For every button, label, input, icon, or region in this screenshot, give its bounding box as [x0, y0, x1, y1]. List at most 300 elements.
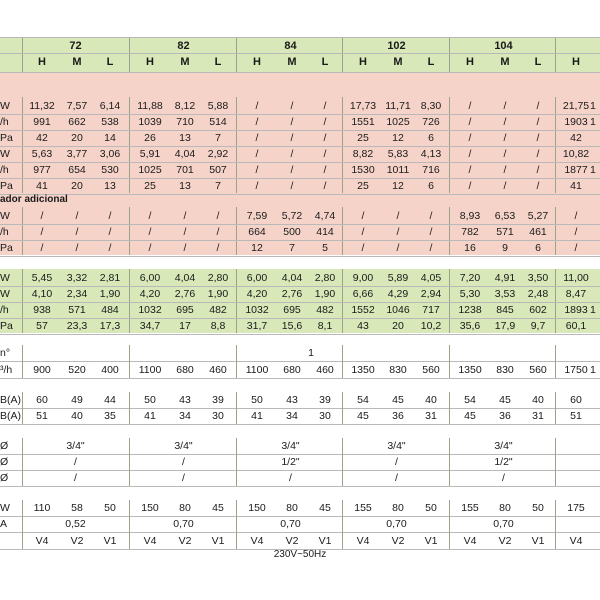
column-divider: [236, 500, 237, 549]
green-cell: 482: [209, 304, 227, 316]
pink-a-cell: 8,82: [352, 148, 374, 160]
row-unit-label: Pa: [0, 242, 13, 254]
speed-header-l: L: [534, 56, 542, 68]
noise-cell: 30: [212, 410, 224, 422]
column-divider: [342, 207, 343, 255]
speed-header-h: H: [466, 56, 474, 68]
pink-a-cell: 2,92: [207, 148, 229, 160]
pink-b-cell: /: [75, 210, 79, 222]
column-divider: [342, 500, 343, 549]
pink-a-cell: 20: [71, 132, 83, 144]
pink-a-cell: 1: [590, 100, 596, 112]
speed-setting-cell: V2: [285, 535, 299, 547]
noise-cell: 45: [392, 394, 404, 406]
green-cell: 2,76: [174, 288, 196, 300]
pink-a-cell: 11,32: [29, 100, 55, 112]
green-cell: 602: [529, 304, 547, 316]
speed-header-h: H: [38, 56, 46, 68]
pink-a-cell: 42: [570, 132, 582, 144]
green-cell: 5,45: [31, 272, 53, 284]
column-divider: [236, 438, 237, 486]
noise-cell: 50: [144, 394, 156, 406]
pink-a-cell: 726: [422, 116, 440, 128]
green-cell: 60,1: [565, 320, 587, 332]
pink-a-cell: 1: [590, 164, 596, 176]
speed-header-h: H: [572, 56, 580, 68]
model-header: 72: [69, 40, 82, 52]
column-divider: [342, 269, 343, 333]
pink-a-cell: 7: [215, 180, 221, 192]
pink-a-cell: /: [323, 100, 327, 112]
pipe-cell: /: [289, 472, 292, 484]
green-cell: 2,80: [207, 272, 229, 284]
pipe-cell: /: [74, 472, 77, 484]
column-divider: [129, 500, 130, 549]
column-divider: [22, 392, 23, 424]
pink-a-cell: 701: [176, 164, 194, 176]
row-unit-label: /h: [0, 304, 9, 316]
green-cell: 2,76: [281, 288, 303, 300]
column-divider: [449, 269, 450, 333]
pink-a-cell: /: [255, 116, 259, 128]
pink-b-cell: /: [40, 210, 44, 222]
pink-a-cell: /: [468, 132, 472, 144]
pink-a-cell: 1039: [138, 116, 162, 128]
row-divider: [0, 37, 600, 38]
pink-a-cell: /: [536, 148, 540, 160]
pink-a-cell: /: [503, 116, 507, 128]
model-header: 104: [494, 40, 513, 52]
pink-a-cell: 514: [209, 116, 227, 128]
pipe-cell: /: [74, 456, 77, 468]
pink-a-cell: 10,82: [562, 148, 590, 160]
power-cell: 150: [141, 502, 159, 514]
row-unit-label: W: [0, 100, 10, 112]
airflow-cell: 1350: [458, 364, 482, 376]
speed-header-l: L: [321, 56, 329, 68]
pink-a-cell: /: [290, 164, 294, 176]
row-unit-label: Ø: [0, 456, 9, 468]
pink-a-cell: 20: [71, 180, 83, 192]
pink-a-cell: 12: [392, 132, 404, 144]
column-divider: [129, 269, 130, 333]
pink-b-cell: 5,72: [281, 210, 303, 222]
pink-a-cell: 530: [101, 164, 119, 176]
green-cell: 17,3: [99, 320, 121, 332]
pink-a-cell: /: [468, 164, 472, 176]
green-cell: 17,9: [494, 320, 516, 332]
airflow-cell: 1100: [138, 364, 162, 376]
pink-a-cell: 1: [590, 116, 596, 128]
pink-a-cell: 7,57: [66, 100, 88, 112]
green-cell: 20: [392, 320, 404, 332]
pink-a-cell: /: [323, 116, 327, 128]
green-cell: 15,6: [281, 320, 303, 332]
pink-b-cell: /: [183, 226, 187, 238]
green-cell: 482: [316, 304, 334, 316]
pink-a-cell: 41: [36, 180, 48, 192]
power-cell: 58: [71, 502, 83, 514]
pink-a-cell: 41: [570, 180, 582, 192]
power-cell: 80: [286, 502, 298, 514]
pink-b-cell: /: [108, 242, 112, 254]
green-cell: 1,90: [314, 288, 336, 300]
column-divider: [22, 438, 23, 486]
speed-header-m: M: [287, 56, 297, 68]
pink-b-cell: 500: [283, 226, 301, 238]
green-cell: 6,66: [352, 288, 374, 300]
noise-cell: 40: [71, 410, 83, 422]
noise-cell: 44: [104, 394, 116, 406]
speed-header-l: L: [106, 56, 114, 68]
power-cell: 155: [354, 502, 372, 514]
pink-a-cell: 977: [33, 164, 51, 176]
column-divider: [555, 500, 556, 549]
power-cell: 110: [33, 502, 51, 514]
green-cell: 6,00: [139, 272, 161, 284]
power-cell: 175: [567, 502, 585, 514]
speed-header-m: M: [72, 56, 82, 68]
airflow-cell: 460: [209, 364, 227, 376]
green-cell: 1552: [351, 304, 375, 316]
noise-cell: 50: [251, 394, 263, 406]
airflow-cell: 560: [529, 364, 547, 376]
speed-header-l: L: [427, 56, 435, 68]
current-cell: 0,70: [173, 518, 194, 530]
noise-cell: 31: [425, 410, 437, 422]
pink-a-cell: 710: [176, 116, 194, 128]
pink-b-cell: 8,93: [459, 210, 481, 222]
speed-setting-cell: V2: [70, 535, 84, 547]
noise-cell: 39: [212, 394, 224, 406]
speed-header-h: H: [359, 56, 367, 68]
pink-a-cell: 654: [68, 164, 86, 176]
pink-a-cell: 4,13: [420, 148, 442, 160]
pink-a-cell: 538: [101, 116, 119, 128]
pink-a-cell: /: [255, 164, 259, 176]
noise-cell: 45: [357, 410, 369, 422]
row-divider: [0, 378, 600, 379]
green-cell: 4,20: [139, 288, 161, 300]
green-cell: 2,48: [527, 288, 549, 300]
pink-b-cell: /: [148, 242, 152, 254]
power-cell: 45: [319, 502, 331, 514]
green-cell: 4,10: [31, 288, 53, 300]
column-divider: [555, 392, 556, 424]
pink-a-cell: 8,30: [420, 100, 442, 112]
speed-setting-cell: V1: [424, 535, 438, 547]
noise-cell: 60: [570, 394, 582, 406]
column-divider: [236, 207, 237, 255]
pink-a-cell: 5,83: [387, 148, 409, 160]
pink-a-cell: 5,88: [207, 100, 229, 112]
pink-b-cell: /: [108, 210, 112, 222]
pink-a-cell: 716: [422, 164, 440, 176]
green-cell: 35,6: [459, 320, 481, 332]
power-cell: 155: [461, 502, 479, 514]
row-unit-label: A: [0, 518, 8, 530]
pink-a-cell: /: [323, 148, 327, 160]
column-divider: [555, 207, 556, 255]
pink-b-cell: 6: [535, 242, 541, 254]
row-divider: [0, 194, 600, 195]
airflow-cell: 680: [283, 364, 301, 376]
pink-b-cell: 5: [322, 242, 328, 254]
green-cell: 2,34: [66, 288, 88, 300]
green-cell: 5,89: [387, 272, 409, 284]
pink-a-cell: 25: [357, 180, 369, 192]
pink-b-cell: 12: [251, 242, 263, 254]
airflow-cell: 460: [316, 364, 334, 376]
noise-cell: 41: [251, 410, 263, 422]
pink-b-cell: /: [183, 242, 187, 254]
green-cell: 2,80: [314, 272, 336, 284]
pipe-cell: 3/4": [174, 440, 193, 452]
airflow-cell: 1350: [351, 364, 375, 376]
model-header: 84: [284, 40, 297, 52]
pink-a-cell: /: [536, 100, 540, 112]
pink-a-cell: /: [536, 180, 540, 192]
pink-a-cell: /: [255, 180, 259, 192]
airflow-cell: 680: [176, 364, 194, 376]
pink-b-cell: /: [574, 242, 578, 254]
green-cell: 845: [496, 304, 514, 316]
row-unit-label: Ø: [0, 472, 9, 484]
green-cell: 1046: [386, 304, 410, 316]
column-divider: [449, 345, 450, 378]
row-unit-label: /h: [0, 116, 9, 128]
speed-setting-cell: V4: [250, 535, 264, 547]
pink-b-cell: /: [40, 242, 44, 254]
noise-cell: 51: [570, 410, 582, 422]
pipe-cell: /: [395, 456, 398, 468]
speed-header-m: M: [393, 56, 403, 68]
speed-header-h: H: [146, 56, 154, 68]
pipe-cell: /: [182, 456, 185, 468]
pink-b-cell: 6,53: [494, 210, 516, 222]
column-divider: [555, 438, 556, 486]
green-cell: 4,04: [281, 272, 303, 284]
green-cell: 43: [357, 320, 369, 332]
green-cell: 5,30: [459, 288, 481, 300]
column-divider: [129, 207, 130, 255]
column-divider: [342, 438, 343, 486]
noise-cell: 34: [286, 410, 298, 422]
power-cell: 50: [532, 502, 544, 514]
green-cell: 9,7: [530, 320, 546, 332]
pink-b-cell: /: [429, 242, 433, 254]
column-divider: [555, 269, 556, 333]
pipe-cell: /: [502, 472, 505, 484]
pink-b-cell: /: [216, 226, 220, 238]
pink-a-cell: 26: [144, 132, 156, 144]
column-divider: [236, 392, 237, 424]
row-unit-label: W: [0, 272, 10, 284]
noise-cell: 36: [499, 410, 511, 422]
pink-b-cell: /: [429, 226, 433, 238]
pink-a-cell: /: [536, 116, 540, 128]
pink-a-cell: /: [290, 148, 294, 160]
pink-a-cell: /: [323, 180, 327, 192]
noise-cell: 39: [319, 394, 331, 406]
green-cell: 4,04: [174, 272, 196, 284]
speed-setting-cell: V4: [143, 535, 157, 547]
row-unit-label: Pa: [0, 320, 13, 332]
model-header: 102: [387, 40, 406, 52]
pink-a-cell: /: [255, 100, 259, 112]
pipe-cell: /: [182, 472, 185, 484]
airflow-cell: 1750: [564, 364, 588, 376]
pink-a-cell: /: [255, 148, 259, 160]
row-unit-label: /h: [0, 226, 9, 238]
green-cell: 6,00: [246, 272, 268, 284]
pink-a-cell: /: [323, 164, 327, 176]
green-cell: 8,8: [210, 320, 226, 332]
pink-b-cell: /: [148, 210, 152, 222]
pink-spacer: [0, 73, 600, 97]
current-cell: 0,70: [280, 518, 301, 530]
pink-a-cell: 17,73: [349, 100, 377, 112]
power-cell: 80: [499, 502, 511, 514]
pink-a-cell: 6: [428, 132, 434, 144]
airflow-cell: 1100: [245, 364, 269, 376]
row-unit-label: ³/h: [0, 364, 13, 376]
pink-b-cell: /: [183, 210, 187, 222]
pink-b-cell: 16: [464, 242, 476, 254]
green-cell: 717: [422, 304, 440, 316]
pink-b-cell: 4,74: [314, 210, 336, 222]
pink-b-cell: /: [396, 210, 400, 222]
pink-a-cell: /: [536, 164, 540, 176]
speed-header-m: M: [180, 56, 190, 68]
pink-a-cell: 1551: [351, 116, 375, 128]
column-divider: [22, 345, 23, 378]
green-cell: 57: [36, 320, 48, 332]
noise-cell: 41: [144, 410, 156, 422]
pink-b-cell: /: [396, 226, 400, 238]
green-cell: 695: [176, 304, 194, 316]
green-cell: 484: [101, 304, 119, 316]
pink-b-cell: /: [75, 226, 79, 238]
pink-a-cell: /: [503, 180, 507, 192]
pink-a-cell: 5,91: [139, 148, 161, 160]
pink-a-cell: /: [290, 132, 294, 144]
green-cell: 3,53: [494, 288, 516, 300]
green-cell: 1032: [245, 304, 269, 316]
noise-cell: 31: [532, 410, 544, 422]
pink-b-cell: 782: [461, 226, 479, 238]
row-divider: [0, 334, 600, 335]
pink-b-cell: 7: [289, 242, 295, 254]
row-divider: [0, 486, 600, 487]
green-cell: 7,20: [459, 272, 481, 284]
pink-a-cell: /: [468, 116, 472, 128]
airflow-cell: 900: [33, 364, 51, 376]
pink-a-cell: 6,14: [99, 100, 121, 112]
pink-b-cell: /: [361, 210, 365, 222]
pink-a-cell: 1903: [564, 116, 588, 128]
pipe-cell: /: [395, 472, 398, 484]
green-cell: 8,1: [317, 320, 333, 332]
speed-setting-cell: V1: [318, 535, 332, 547]
speed-header-h: H: [253, 56, 261, 68]
speed-setting-cell: V1: [211, 535, 225, 547]
green-cell: 571: [68, 304, 86, 316]
speed-header-l: L: [214, 56, 222, 68]
row-unit-label: B(A): [0, 394, 21, 406]
pink-a-cell: 14: [104, 132, 116, 144]
pink-b-cell: /: [216, 210, 220, 222]
pink-a-cell: 1877: [564, 164, 588, 176]
pink-a-cell: 1025: [386, 116, 410, 128]
pink-b-cell: 414: [316, 226, 334, 238]
green-cell: 938: [33, 304, 51, 316]
speed-header-m: M: [500, 56, 510, 68]
green-cell: 23,3: [66, 320, 88, 332]
speed-setting-cell: V1: [531, 535, 545, 547]
power-cell: 45: [212, 502, 224, 514]
green-cell: 3,32: [66, 272, 88, 284]
current-cell: 0,70: [493, 518, 514, 530]
column-divider: [342, 345, 343, 378]
pink-a-cell: 12: [392, 180, 404, 192]
green-cell: 4,20: [246, 288, 268, 300]
pink-a-cell: 7: [215, 132, 221, 144]
green-cell: 8,47: [565, 288, 587, 300]
pink-b-cell: /: [216, 242, 220, 254]
pink-a-cell: 3,77: [66, 148, 88, 160]
green-cell: 4,29: [387, 288, 409, 300]
airflow-cell: 400: [101, 364, 119, 376]
airflow-cell: 830: [496, 364, 514, 376]
speed-setting-cell: V4: [569, 535, 583, 547]
noise-cell: 51: [36, 410, 48, 422]
pink-a-cell: 11,71: [385, 100, 411, 112]
row-divider: [0, 72, 600, 73]
column-divider: [449, 500, 450, 549]
pipe-cell: 3/4": [494, 440, 513, 452]
column-divider: [342, 392, 343, 424]
pink-a-cell: 1011: [386, 164, 410, 176]
unit-count-value: 1: [308, 347, 314, 359]
pink-a-cell: 13: [104, 180, 116, 192]
pink-a-cell: /: [503, 132, 507, 144]
airflow-cell: 1: [590, 364, 596, 376]
noise-cell: 60: [36, 394, 48, 406]
pink-a-cell: 25: [357, 132, 369, 144]
row-unit-label: W: [0, 502, 10, 514]
pink-b-cell: /: [361, 242, 365, 254]
noise-cell: 45: [464, 410, 476, 422]
column-divider: [22, 500, 23, 549]
pink-a-cell: 507: [209, 164, 227, 176]
column-divider: [555, 345, 556, 378]
speed-setting-cell: V2: [391, 535, 405, 547]
pink-a-cell: 991: [33, 116, 51, 128]
pink-a-cell: 4,04: [174, 148, 196, 160]
section-heading-band: [0, 193, 600, 207]
airflow-cell: 560: [422, 364, 440, 376]
row-divider: [0, 256, 600, 257]
green-cell: 1,90: [207, 288, 229, 300]
airflow-cell: 520: [68, 364, 86, 376]
green-cell: 11,00: [563, 272, 589, 284]
speed-setting-cell: V1: [103, 535, 117, 547]
noise-cell: 36: [392, 410, 404, 422]
voltage-label: 230V~50Hz: [273, 549, 327, 560]
pipe-cell: 1/2": [281, 456, 300, 468]
green-cell: 31,7: [246, 320, 268, 332]
